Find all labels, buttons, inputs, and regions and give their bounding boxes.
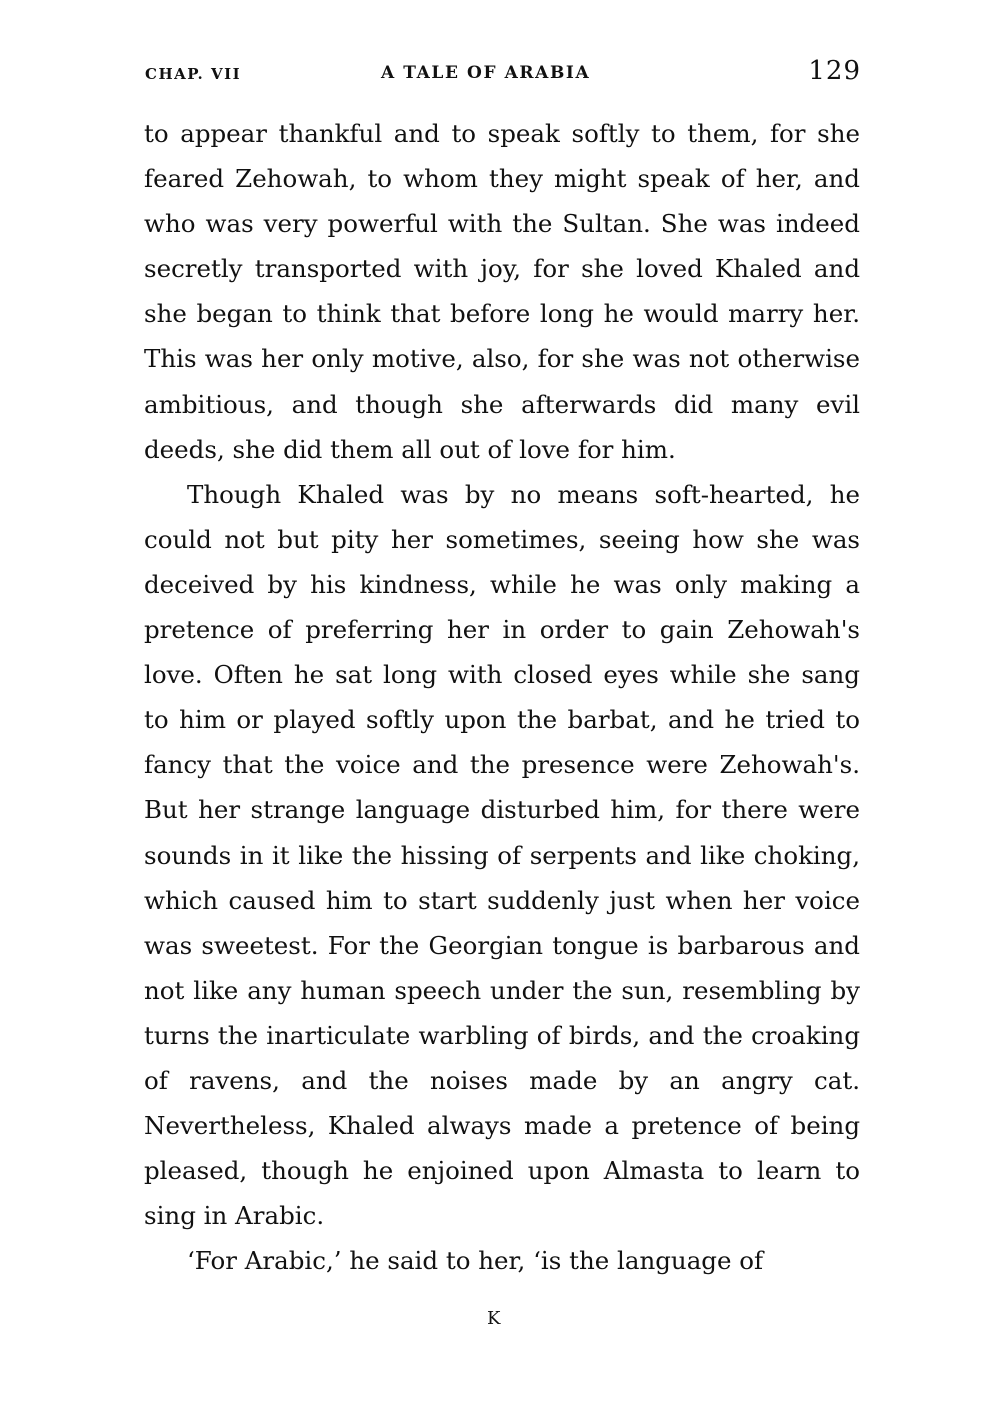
- book-title: A TALE OF ARABIA: [381, 63, 591, 83]
- paragraph: Though Khaled was by no means soft-hearted, he could not but pity her sometimes, seeing how she was deceived by his kindness, while he was only making a pretence of preferring her in order to gain Zehowah's love. Often he sat long with closed eyes while she sang to him or played softly upon the barbat, and he tried to fancy that the voice and the presence were Zehowah's. But her strange language disturbed him, for there were sounds in it like the hissing of serpents and like choking, which caused him to start suddenly just when her voice was sweetest. For the Georgian tongue is barbarous and not like any human speech under the sun, resembling by turns the inarticulate warbling of birds, and the croaking of ravens, and the noises made by an angry cat. Nevertheless, Khaled always made a pretence of being pleased, though he enjoined upon Almasta to learn to sing in Arabic.: [144, 479, 860, 1231]
- page-number: 129: [808, 56, 861, 86]
- paragraph: ‘For Arabic,’ he said to her, ‘is the language of: [187, 1246, 764, 1276]
- chapter-label: CHAP. VII: [145, 65, 242, 83]
- signature-mark: K: [487, 1308, 502, 1329]
- running-head: [145, 56, 861, 90]
- body-text: [144, 111, 860, 1283]
- paragraph-continued: to appear thankful and to speak softly to them, for she feared Zehowah, to whom they might speak of her, and who was very powerful with the Sultan. She was indeed secretly transported with joy, for she loved Khaled and she began to think that before long he would marry her. This was her only motive, also, for she was not otherwise ambitious, and though she afterwards did many evil deeds, she did them all out of love for him.: [144, 119, 860, 464]
